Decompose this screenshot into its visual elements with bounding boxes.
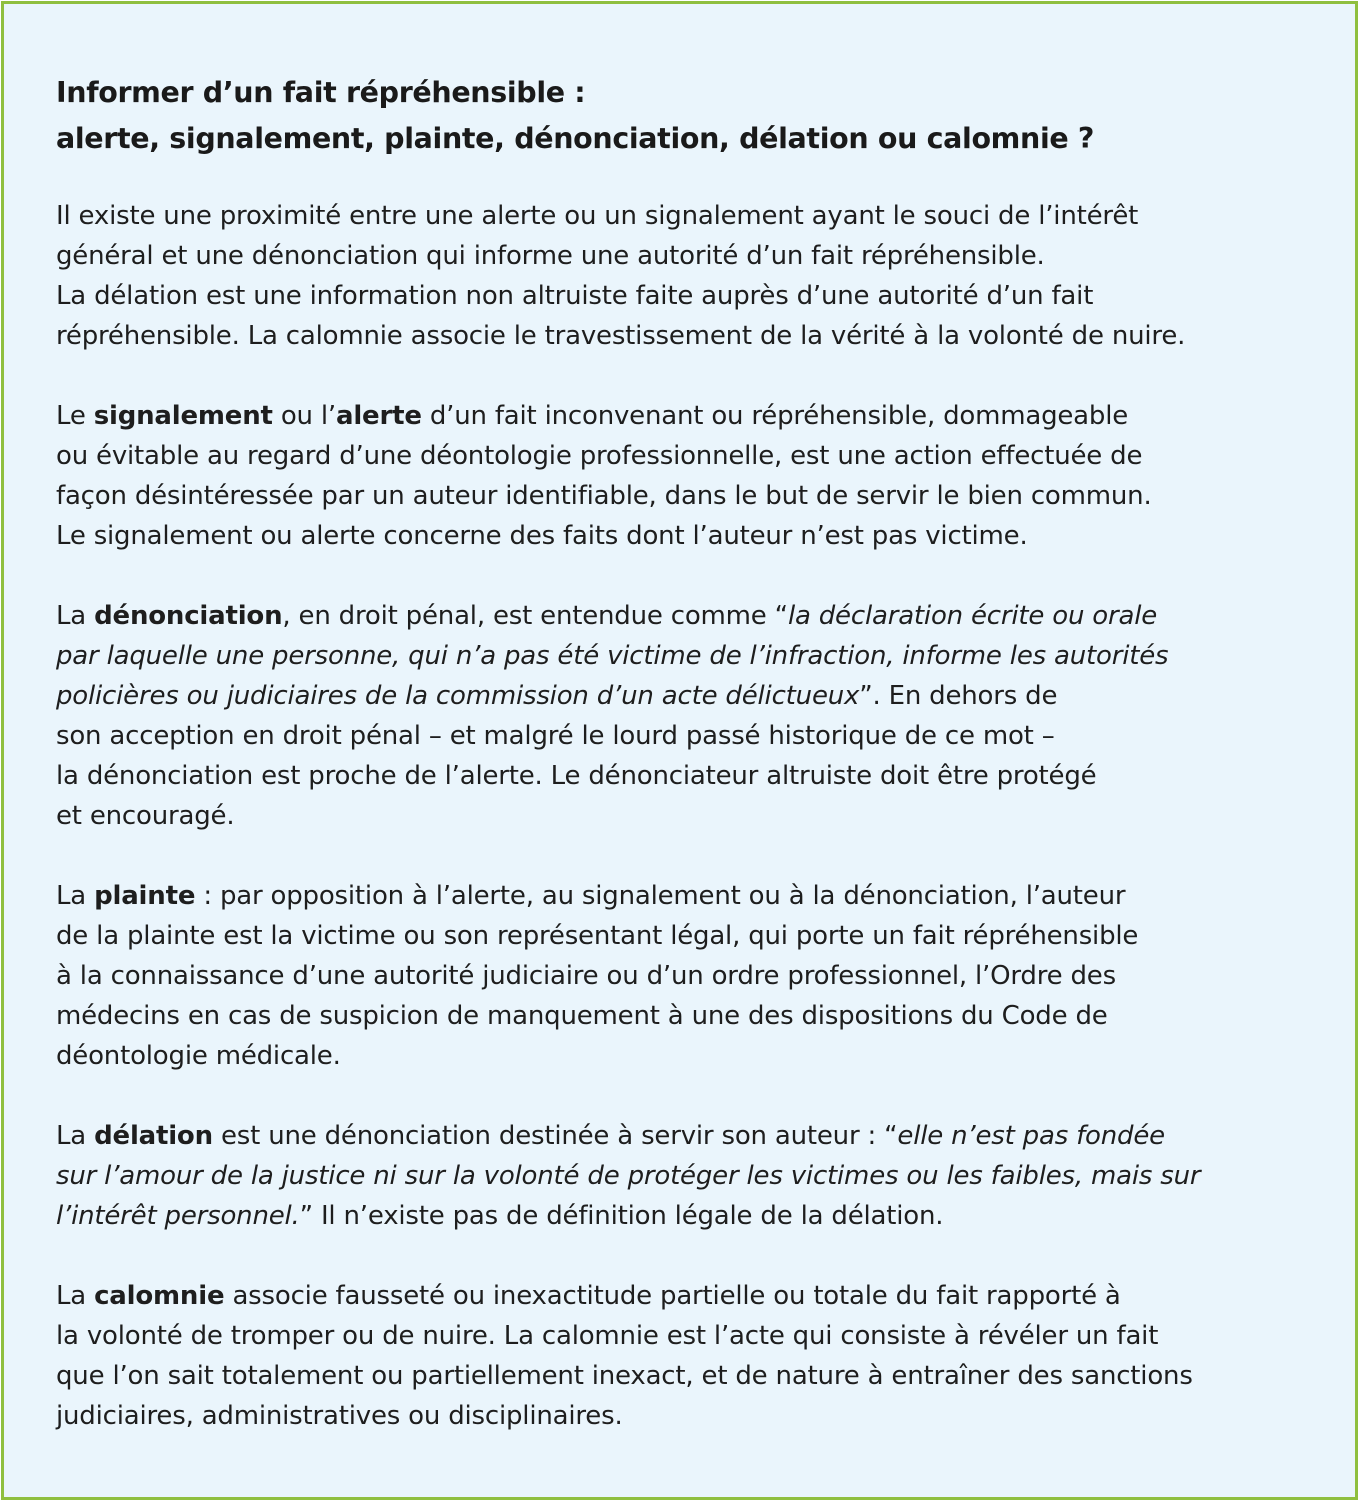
signalement-paragraph: [56, 396, 1326, 556]
text-line: [56, 676, 1326, 716]
quote-run: la déclaration écrite ou orale: [787, 601, 1158, 631]
text-line: son acception en droit pénal – et malgré le lourd passé historique de ce mot –: [56, 721, 1055, 751]
denonciation-paragraph: [56, 596, 1326, 836]
text-run: La: [56, 1121, 95, 1151]
text-run: La: [56, 881, 95, 911]
box-title: [56, 70, 1326, 162]
quote-run: elle n’est pas fondée: [897, 1121, 1165, 1151]
calomnie-paragraph: [56, 1276, 1326, 1436]
term-plainte: plainte: [94, 881, 196, 911]
text-run: La: [56, 601, 95, 631]
text-line: [56, 1116, 1326, 1156]
intro-paragraph: [56, 196, 1326, 356]
text-run: La: [56, 1281, 95, 1311]
text-line: que l’on sait totalement ou partiellement inexact, et de nature à entraîner des sanctions: [56, 1361, 1193, 1391]
text-line: la volonté de tromper ou de nuire. La calomnie est l’acte qui consiste à révéler un fait: [56, 1321, 1159, 1351]
text-run: ou l’: [272, 401, 336, 431]
text-line: [56, 596, 1326, 636]
text-run: , en droit pénal, est entendue comme “: [282, 601, 788, 631]
text-run: ”. En dehors de: [859, 681, 1058, 711]
text-line: façon désintéressée par un auteur identifiable, dans le but de servir le bien commun.: [56, 481, 1152, 511]
text-run: est une dénonciation destinée à servir son auteur : “: [212, 1121, 898, 1151]
text-line: à la connaissance d’une autorité judiciaire ou d’un ordre professionnel, l’Ordre des: [56, 961, 1116, 991]
text-line: [56, 1276, 1326, 1316]
text-line: [56, 1196, 1326, 1236]
term-denonciation: dénonciation: [94, 601, 283, 631]
term-delation: délation: [94, 1121, 213, 1151]
text-line: général et une dénonciation qui informe une autorité d’un fait répréhensible.: [56, 241, 1045, 271]
term-calomnie: calomnie: [94, 1281, 225, 1311]
quote-run: par laquelle une personne, qui n’a pas été victime de l’infraction, informe les autorités: [56, 641, 1169, 671]
quote-run: l’intérêt personnel.: [56, 1201, 300, 1231]
text-run: : par opposition à l’alerte, au signalement ou à la dénonciation, l’auteur: [195, 881, 1126, 911]
text-line: et encouragé.: [56, 801, 235, 831]
text-line: La délation est une information non altruiste faite auprès d’une autorité d’un fait: [56, 281, 1094, 311]
plainte-paragraph: [56, 876, 1326, 1076]
text-line: ou évitable au regard d’une déontologie professionnelle, est une action effectuée de: [56, 441, 1143, 471]
text-run: ” Il n’existe pas de définition légale de la délation.: [299, 1201, 944, 1231]
text-line: Le signalement ou alerte concerne des faits dont l’auteur n’est pas victime.: [56, 521, 1028, 551]
term-alerte: alerte: [336, 401, 422, 431]
quote-run: policières ou judiciaires de la commission d’un acte délictueux: [56, 681, 860, 711]
text-line: [56, 1156, 1326, 1196]
text-run: associe fausseté ou inexactitude partielle ou totale du fait rapporté à: [224, 1281, 1121, 1311]
text-line: la dénonciation est proche de l’alerte. Le dénonciateur altruiste doit être protégé: [56, 761, 1097, 791]
text-run: Le: [56, 401, 94, 431]
text-line: [56, 636, 1326, 676]
info-box-content: [56, 70, 1326, 1436]
info-box: [1, 1, 1358, 1500]
title-line: alerte, signalement, plainte, dénonciation, délation ou calomnie ?: [56, 122, 1095, 155]
term-signalement: signalement: [93, 401, 273, 431]
text-line: médecins en cas de suspicion de manquement à une des dispositions du Code de: [56, 1001, 1108, 1031]
text-line: répréhensible. La calomnie associe le travestissement de la vérité à la volonté de nuire.: [56, 321, 1186, 351]
delation-paragraph: [56, 1116, 1326, 1236]
text-line: [56, 396, 1326, 436]
text-line: [56, 876, 1326, 916]
text-line: de la plainte est la victime ou son représentant légal, qui porte un fait répréhensible: [56, 921, 1139, 951]
text-line: Il existe une proximité entre une alerte ou un signalement ayant le souci de l’intérêt: [56, 201, 1139, 231]
text-line: judiciaires, administratives ou disciplinaires.: [56, 1401, 623, 1431]
title-line: Informer d’un fait répréhensible :: [56, 76, 586, 109]
text-run: d’un fait inconvenant ou répréhensible, dommageable: [421, 401, 1129, 431]
text-line: déontologie médicale.: [56, 1041, 341, 1071]
quote-run: sur l’amour de la justice ni sur la volonté de protéger les victimes ou les faibles, mais sur: [56, 1161, 1201, 1191]
